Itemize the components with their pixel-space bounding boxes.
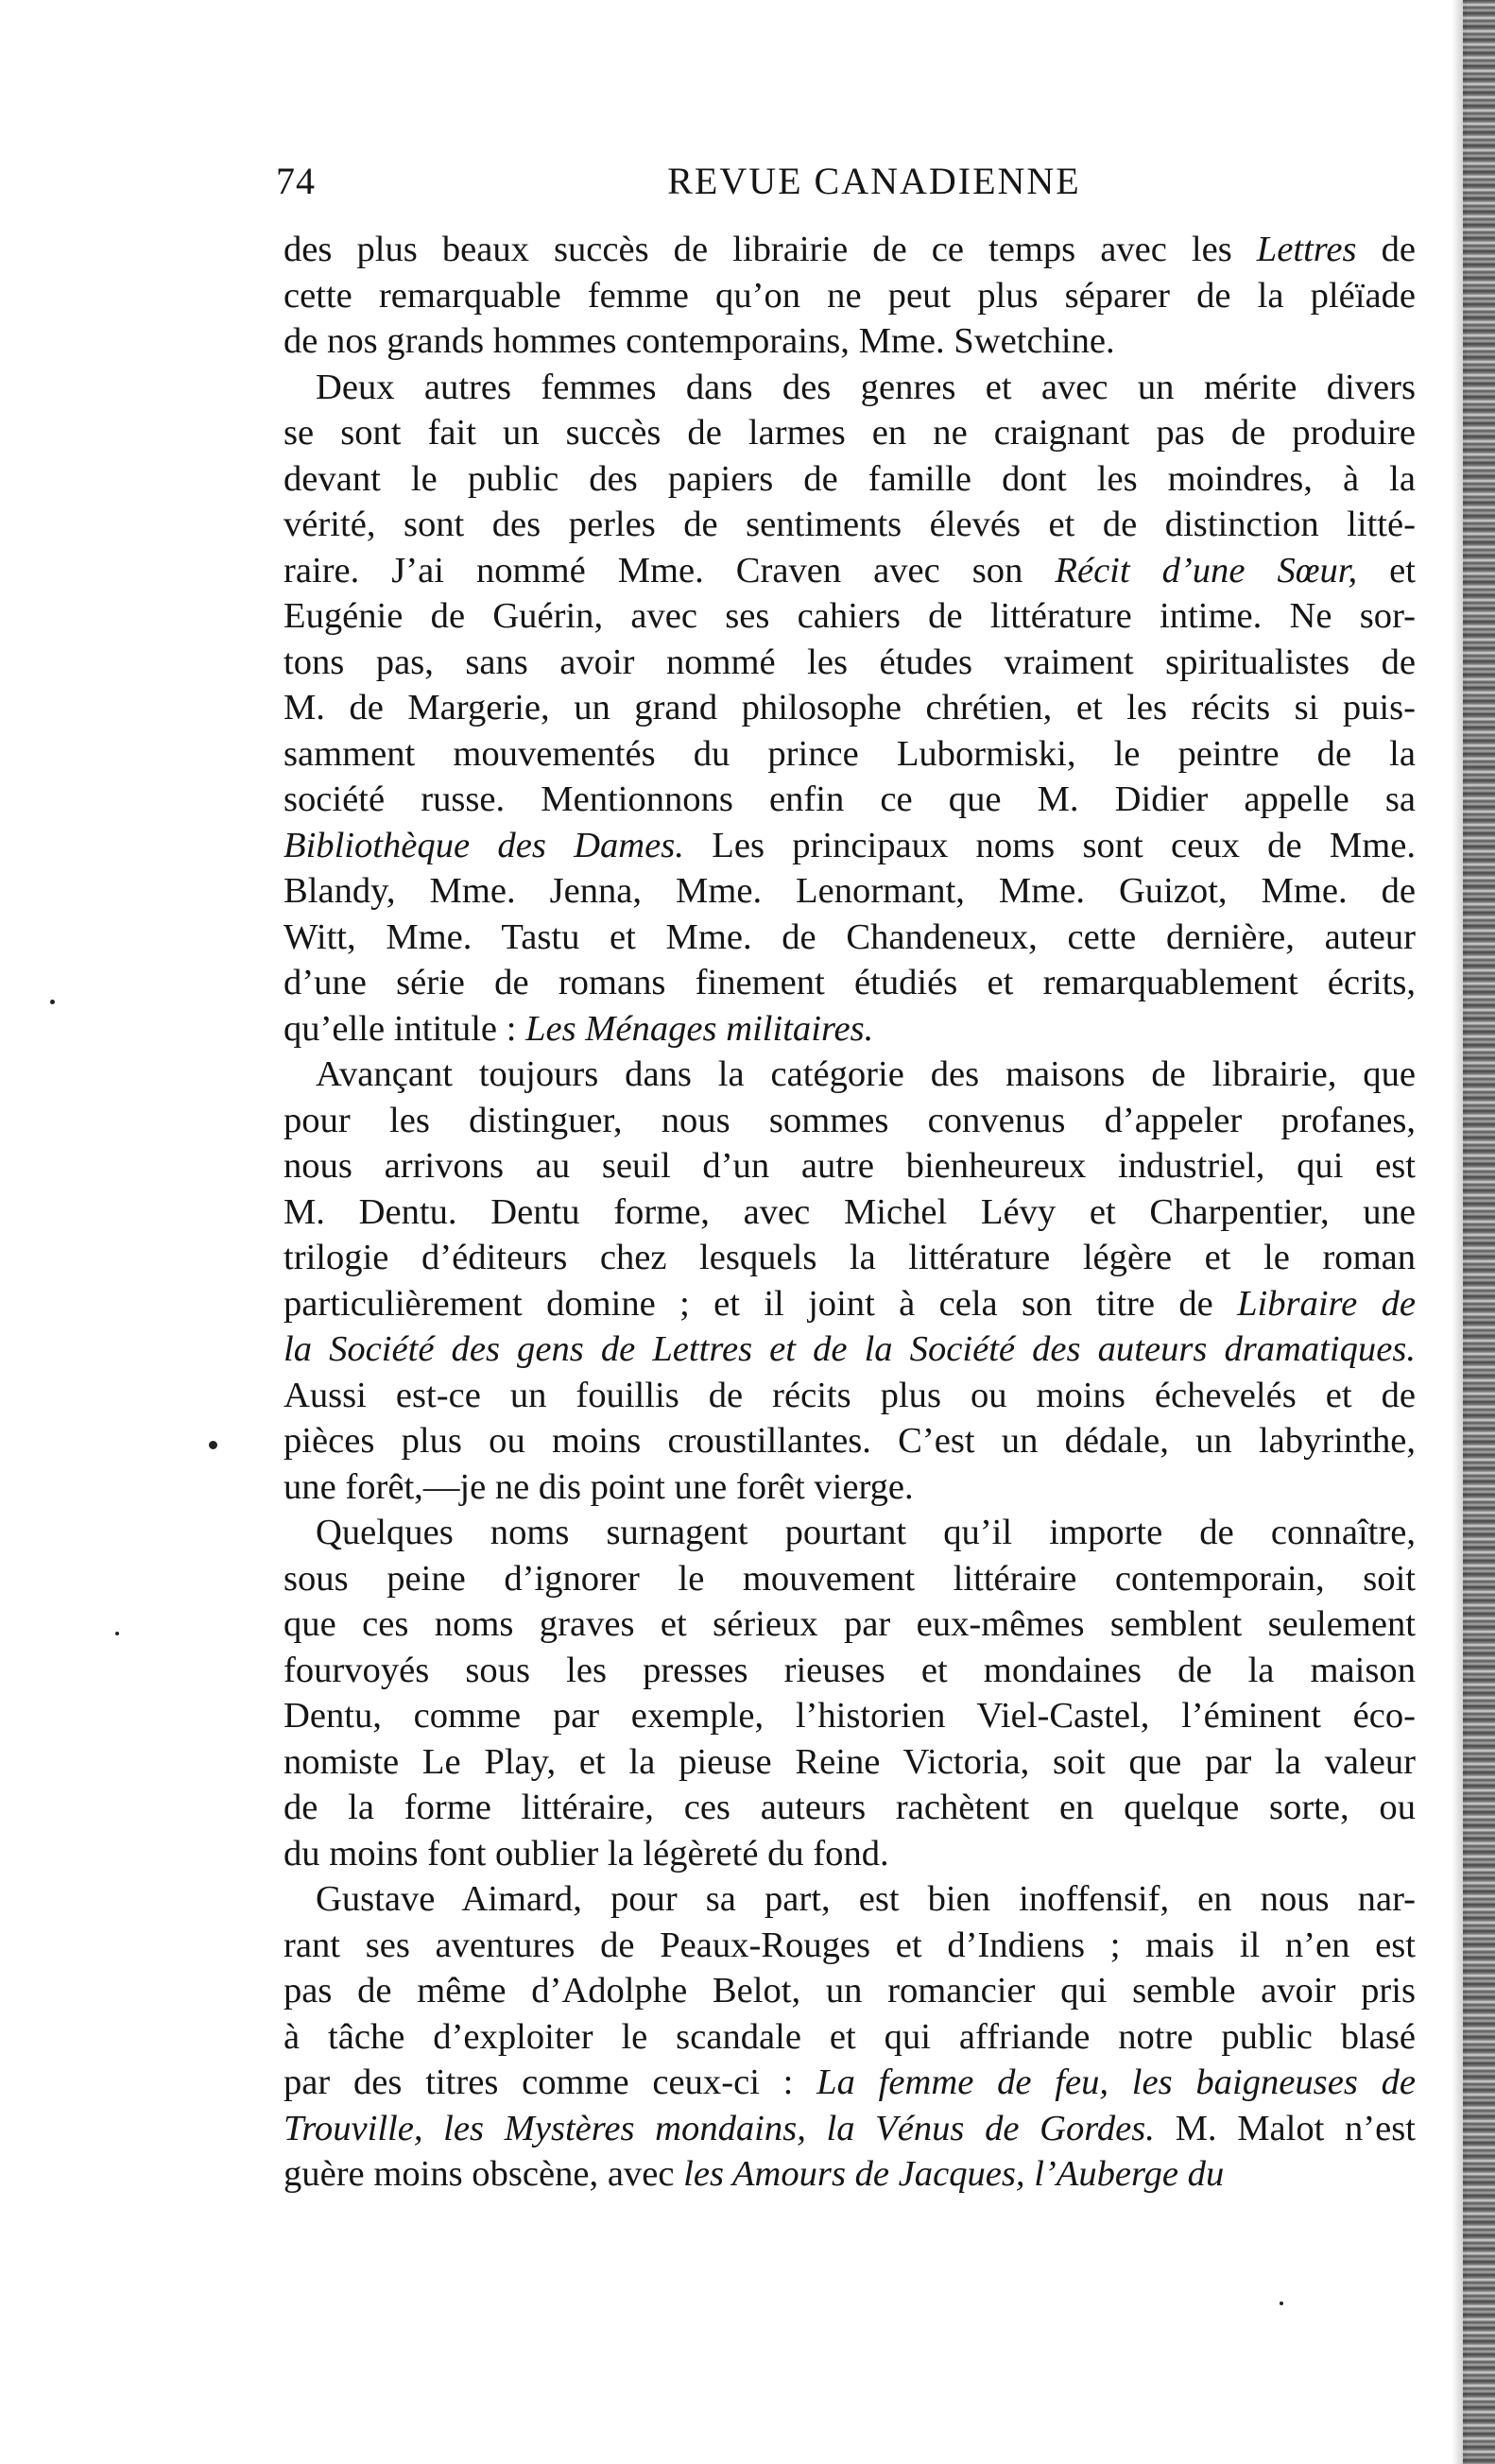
text-line: M. Dentu. Dentu forme, avec Michel Lévy et Charpentier, une <box>284 1191 1416 1232</box>
text-line: Deux autres femmes dans des genres et avec un mérite divers <box>316 367 1416 407</box>
text-line: devant le public des papiers de famille dont les moindres, à la <box>284 458 1416 499</box>
ink-speck <box>115 1632 119 1635</box>
paragraph <box>284 227 1416 365</box>
ink-speck <box>1280 2301 1283 2305</box>
italic-title: la Société des gens de Lettres et de la Société des auteurs dramatiques. <box>284 1329 1416 1369</box>
paragraph <box>284 1510 1416 1876</box>
text-line: Trouville, les Mystères mondains, la Vénus de Gordes. M. Malot n’est <box>284 2108 1416 2148</box>
text-line: du moins font oublier la légèreté du fond. <box>284 1833 889 1874</box>
text-line: une forêt,—je ne dis point une forêt vierge. <box>284 1466 914 1507</box>
paragraph <box>284 1876 1416 2198</box>
text-line: Eugénie de Guérin, avec ses cahiers de littérature intime. Ne sor- <box>284 596 1416 636</box>
text-line: pièces plus ou moins croustillantes. C’est un dédale, un labyrinthe, <box>284 1421 1416 1461</box>
text-line: tons pas, sans avoir nommé les études vraiment spiritualistes de <box>284 642 1416 682</box>
text-line: à tâche d’exploiter le scandale et qui affriande notre public blasé <box>284 2016 1416 2057</box>
text-line: particulièrement domine ; et il joint à cela son titre de Libraire de <box>284 1283 1416 1324</box>
body-text <box>284 227 1416 2198</box>
italic-title: Trouville, les Mystères mondains, la Vénus de Gordes. <box>284 2108 1155 2148</box>
running-title: REVUE CANADIENNE <box>667 160 1081 202</box>
text-line: M. de Margerie, un grand philosophe chrétien, et les récits si puis- <box>284 688 1416 727</box>
running-header <box>276 153 1435 210</box>
text-line: Dentu, comme par exemple, l’historien Viel-Castel, l’éminent éco- <box>284 1696 1416 1736</box>
paragraph <box>284 1052 1416 1510</box>
text-line: fourvoyés sous les presses rieuses et mondaines de la maison <box>284 1650 1416 1690</box>
text-line: Bibliothèque des Dames. Les principaux noms sont ceux de Mme. <box>284 825 1416 865</box>
text-line: nomiste Le Play, et la pieuse Reine Victoria, soit que par la valeur <box>284 1741 1416 1782</box>
text-line: de nos grands hommes contemporains, Mme. Swetchine. <box>284 321 1115 361</box>
text-line: de la forme littéraire, ces auteurs rachètent en quelque sorte, ou <box>284 1788 1416 1827</box>
text-line: Blandy, Mme. Jenna, Mme. Lenormant, Mme. Guizot, Mme. de <box>284 871 1416 911</box>
text-line: société russe. Mentionnons enfin ce que M. Didier appelle sa <box>284 779 1416 819</box>
italic-title: les Amours de Jacques, l’Auberge du <box>683 2154 1225 2194</box>
ink-speck <box>50 1000 55 1004</box>
text-line <box>284 1326 1416 1373</box>
text-line: que ces noms graves et sérieux par eux-mêmes semblent seulement <box>284 1604 1416 1644</box>
text-line: cette remarquable femme qu’on ne peut plus séparer de la pléïade <box>284 275 1416 316</box>
text-line: nous arrivons au seuil d’un autre bienheureux industriel, qui est <box>284 1146 1416 1186</box>
text-line: des plus beaux succès de librairie de ce temps avec les Lettres de <box>284 230 1416 269</box>
text-line: pas de même d’Adolphe Belot, un romancier qui semble avoir pris <box>284 1971 1416 2011</box>
text-line: raire. J’ai nommé Mme. Craven avec son Récit d’une Sœur, et <box>284 550 1416 590</box>
italic-title: Récit d’une Sœur, <box>1055 550 1358 590</box>
text-line: qu’elle intitule : Les Ménages militaires. <box>284 1008 874 1049</box>
text-line: Aussi est-ce un fouillis de récits plus ou moins échevelés et de <box>284 1375 1416 1415</box>
paragraph <box>284 365 1416 1052</box>
page-number: 74 <box>276 160 316 202</box>
italic-title: Les Ménages militaires. <box>525 1008 874 1049</box>
text-line: Witt, Mme. Tastu et Mme. de Chandeneux, cette dernière, auteur <box>284 916 1416 957</box>
italic-title: La femme de feu, les baigneuses de <box>816 2062 1416 2102</box>
text-line: Avançant toujours dans la catégorie des maisons de librairie, que <box>316 1054 1416 1094</box>
text-line: samment mouvementés du prince Lubormiski, le peintre de la <box>284 733 1416 774</box>
text-line: trilogie d’éditeurs chez lesquels la littérature légère et le roman <box>284 1238 1416 1277</box>
italic-title: Lettres <box>1256 230 1357 269</box>
text-line: vérité, sont des perles de sentiments élevés et de distinction litté- <box>284 505 1416 544</box>
text-line: rant ses aventures de Peaux-Rouges et d’Indiens ; mais il n’en est <box>284 1925 1416 1965</box>
text-line: sous peine d’ignorer le mouvement littéraire contemporain, soit <box>284 1558 1416 1599</box>
text-line: pour les distinguer, nous sommes convenus d’appeler profanes, <box>284 1100 1416 1140</box>
text-line: Quelques noms surnagent pourtant qu’il importe de connaître, <box>316 1513 1416 1552</box>
italic-title: Libraire de <box>1237 1283 1416 1324</box>
text-line: par des titres comme ceux-ci : La femme de feu, les baigneuses de <box>284 2062 1416 2102</box>
page-binding-edge <box>1463 0 1495 2464</box>
ink-speck <box>209 1441 217 1449</box>
text-line: Gustave Aimard, pour sa part, est bien inoffensif, en nous nar- <box>316 1879 1416 1919</box>
italic-title: Bibliothèque des Dames. <box>284 825 684 865</box>
text-line: d’une série de romans finement étudiés et remarquablement écrits, <box>284 963 1416 1002</box>
text-line: guère moins obscène, avec les Amours de Jacques, l’Auberge du <box>284 2154 1225 2194</box>
text-line: se sont fait un succès de larmes en ne craignant pas de produire <box>284 413 1416 453</box>
